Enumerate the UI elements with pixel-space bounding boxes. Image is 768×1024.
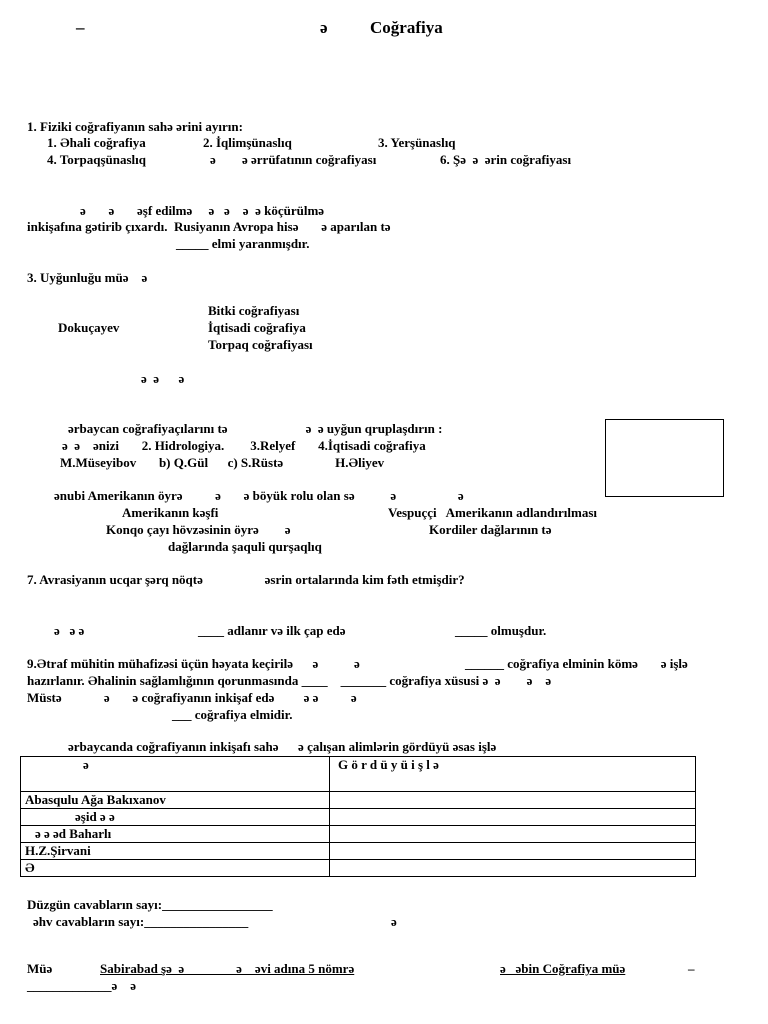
q9-line-1b: ______ coğrafiya elminin kömə ə işlə [465, 656, 688, 671]
q6-line-3b: Kordiler dağlarının tə [429, 522, 552, 537]
table-row [21, 826, 696, 843]
q3-question: 3. Uyğunluğu müə ə [27, 270, 148, 285]
q3-left-1: Dokuçayev [58, 320, 120, 335]
table-cell-work[interactable] [330, 809, 696, 826]
q1-option-3: 3. Yerşünaslıq [378, 135, 456, 150]
q5-line-1: ərbaycan coğrafiyaçılarını tə ə ə uyğun qruplaşdırın : [68, 421, 443, 436]
subject-teacher: ə əbin Coğrafiya müə [500, 961, 626, 976]
q1-option-1: 1. Əhali coğrafiya [47, 135, 146, 150]
q1-option-5b: ə ərrüfatının coğrafiyası [242, 152, 377, 167]
q6-line-2a: Amerikanın kəşfi [122, 505, 219, 520]
scientists-table [20, 756, 696, 877]
footer-dash: – [688, 961, 695, 976]
wrong-answers-count[interactable]: əhv cavabların sayı:________________ [33, 914, 249, 929]
table-header-col-2 [330, 757, 696, 792]
table-row [21, 792, 696, 809]
wrong-answers-schwa: ə [391, 914, 397, 929]
table-row [21, 809, 696, 826]
table-row [21, 843, 696, 860]
q8-part-a: ə ə ə [54, 623, 85, 638]
table-cell-work[interactable] [330, 843, 696, 860]
table-cell-name-text: ə ə əd Baharlı [35, 826, 112, 841]
q9-line-2: hazırlanır. Əhalinin sağlamlığının qorunmasında ____ _______ coğrafiya xüsusi ə ə ə ə [27, 673, 552, 688]
q9-line-3: Müstə ə ə coğrafiyanın inkişaf edə ə ə ə [27, 690, 357, 705]
q6-line-1: ənubi Amerikanın öyrə ə ə böyük rolu olan sə ə ə [54, 488, 464, 503]
table-cell-name [21, 809, 330, 826]
table-header-col-1-text: ə [83, 757, 89, 772]
header-dash: – [76, 18, 85, 37]
answer-box[interactable] [605, 419, 724, 497]
table-cell-work[interactable] [330, 860, 696, 877]
q5-line-3: M.Müseyibov b) Q.Gül c) S.Rüstə H.Əliyev [60, 455, 385, 470]
table-cell-work[interactable] [330, 792, 696, 809]
correct-answers-count[interactable]: Düzgün cavabların sayı:_________________ [27, 897, 273, 912]
q3-right-1: Bitki coğrafiyası [208, 303, 300, 318]
q1-option-2: 2. İqlimşünaslıq [203, 135, 292, 150]
table-cell-name: Ə [21, 860, 330, 877]
q1-question: 1. Fiziki coğrafiyanın sahə ərini ayırın: [27, 119, 243, 134]
table-cell-name [21, 826, 330, 843]
school-name: Sabirabad şə ə ə əvi adına 5 nömrə [100, 961, 355, 976]
q3-right-3: Torpaq coğrafiyası [208, 337, 313, 352]
teacher-prefix: Müə [27, 961, 53, 976]
q3-right-2: İqtisadi coğrafiya [208, 320, 306, 335]
q9-line-1a: 9.Ətraf mühitin mühafizəsi üçün həyata keçirilə ə ə [27, 656, 360, 671]
page-title: Coğrafiya [370, 18, 443, 37]
q7-question: 7. Avrasiyanın ucqar şərq nöqtə əsrin ortalarında kim fəth etmişdir? [27, 572, 465, 587]
q5-line-2: ə ə ənizi 2. Hidrologiya. 3.Relyef 4.İqtisadi coğrafiya [62, 438, 426, 453]
q1-option-4: 4. Torpaqşünaslıq [47, 152, 147, 167]
q6-line-3a: Konqo çayı hövzəsinin öyrə ə [106, 522, 291, 537]
q6-line-2b: Vespuççi Amerikanın adlandırılması [388, 505, 597, 520]
q6-line-4: dağlarında şaquli qurşaqlıq [168, 539, 322, 554]
table-header-col-2-text: G ö r d ü y ü i ş l ə [338, 757, 439, 772]
q1-option-5a: ə [210, 152, 216, 167]
q2-line-3: _____ elmi yaranmışdır. [176, 236, 310, 251]
q4-line: ə ə ə [141, 371, 185, 386]
table-header-col-1 [21, 757, 330, 792]
q1-option-6: 6. Şə ə ərin coğrafiyası [440, 152, 572, 167]
table-row [21, 860, 696, 877]
table-header-row [21, 757, 696, 792]
table-cell-name: Abasqulu Ağa Bakıxanov [21, 792, 330, 809]
q9-line-4: ___ coğrafiya elmidir. [172, 707, 293, 722]
q10-heading: ərbaycanda coğrafiyanın inkişafı sahə ə çalışan alimlərin gördüyü əsas işlə [68, 739, 497, 754]
table-cell-work[interactable] [330, 826, 696, 843]
q2-line-2: inkişafına gətirib çıxardı. Rusiyanın Avropa hisə ə aparılan tə [27, 219, 391, 234]
table-cell-name-text: əşid ə ə [75, 809, 115, 824]
teacher-name-line: _____________ə ə [27, 978, 137, 993]
header-schwa: ə [320, 18, 328, 37]
q2-line-1: ə ə əşf edilmə ə ə ə ə köçürülmə [80, 203, 325, 218]
table-cell-name: H.Z.Şirvani [21, 843, 330, 860]
q8-part-b: ____ adlanır və ilk çap edə [198, 623, 346, 638]
q8-part-c: _____ olmuşdur. [455, 623, 547, 638]
